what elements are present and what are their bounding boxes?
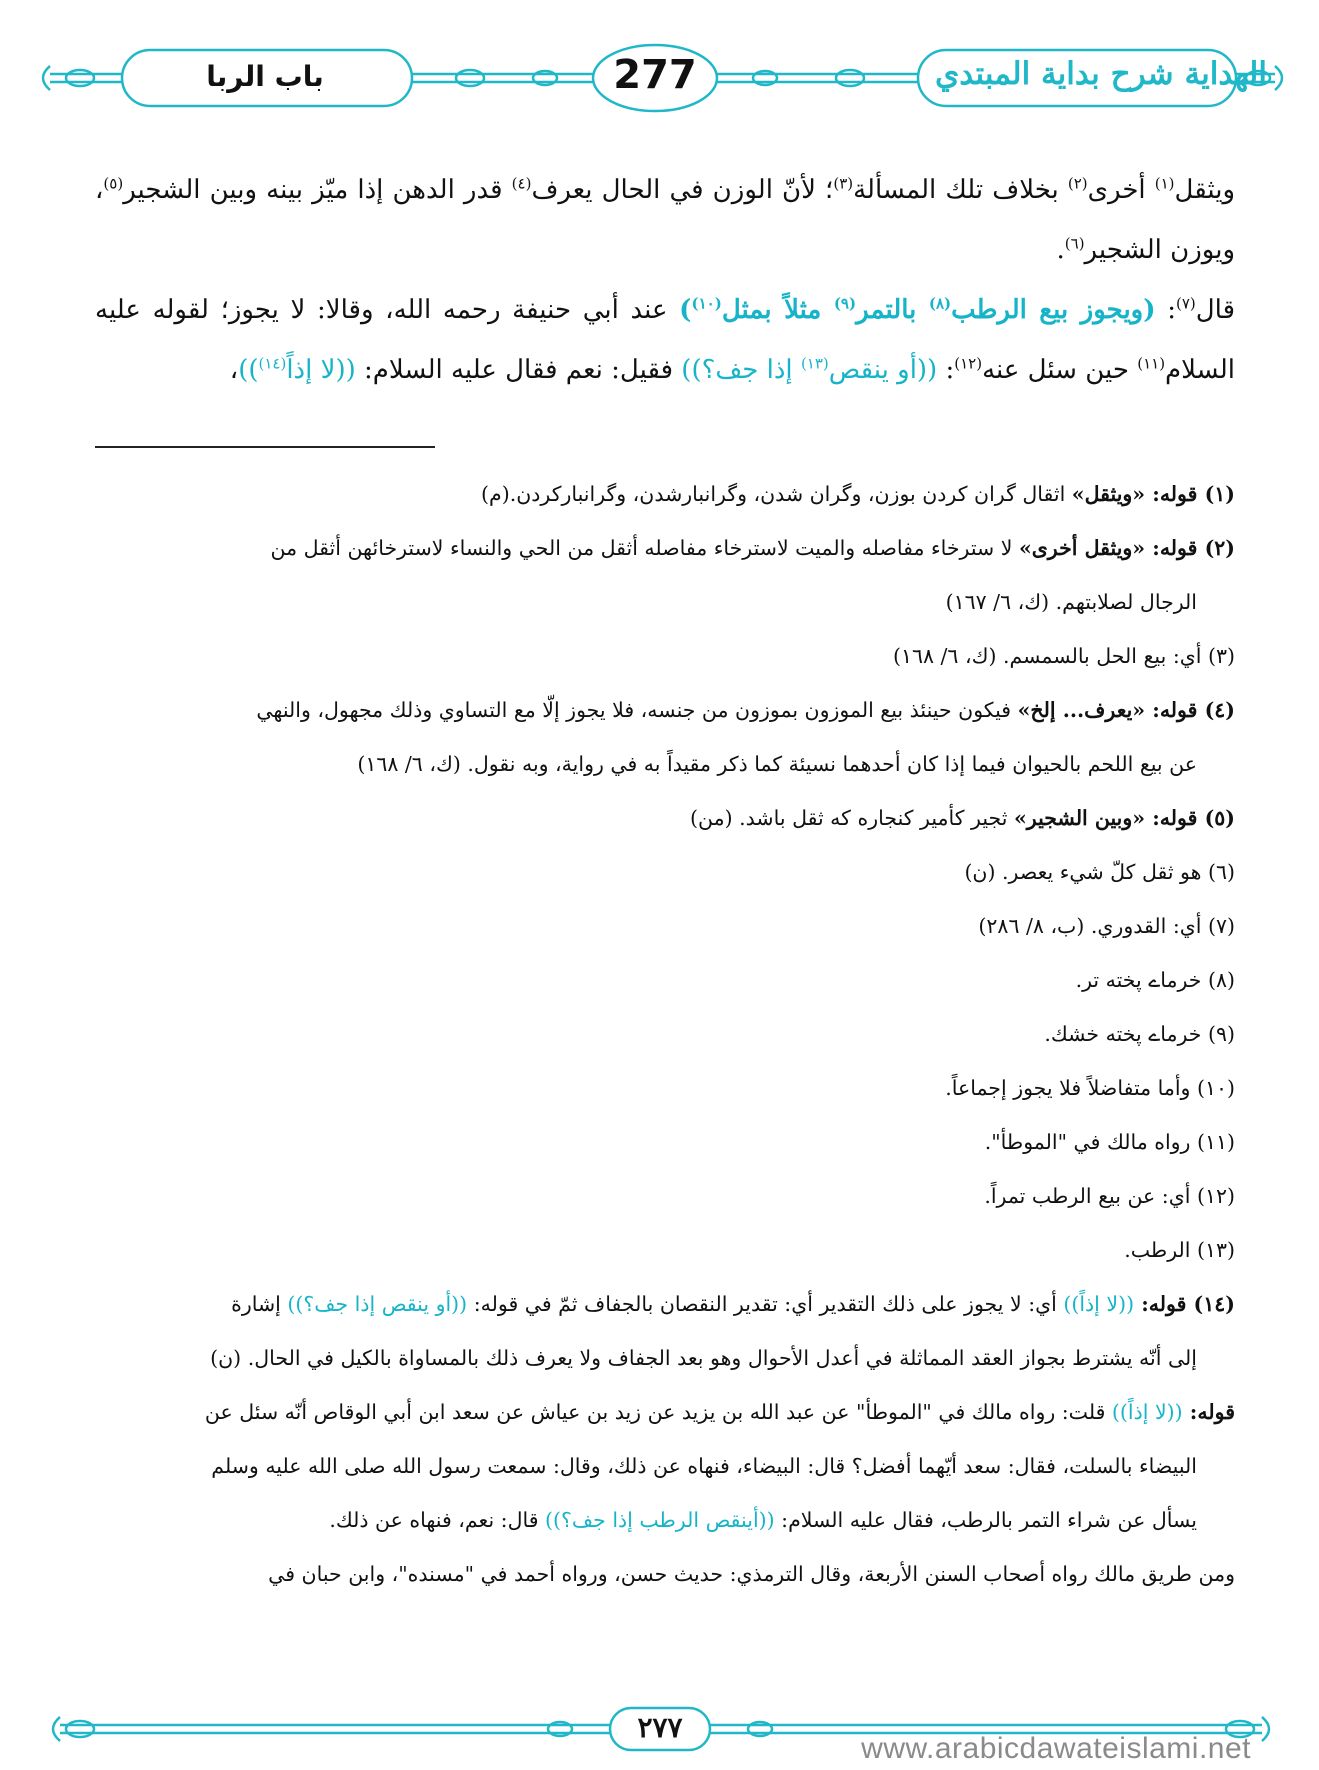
hadith-quote-2: ((لا إذاً$^{(١٤)}$)) bbox=[238, 354, 356, 385]
footnote-14-cont: إلى أنّه يشترط بجواز العقد المماثلة في أعدل الأحوال وهو بعد الجفاف ولا يعرف ذلك بالمساواة بالكيل في الحال. (ن) bbox=[210, 1346, 1197, 1370]
footnote-15: قوله: ((لا إذاً)) قلت: رواه مالك في "الموطأ" عن عبد الله بن يزيد عن زيد بن عياش عن سعد ابن أبي الوقاص أنّه سئل عن bbox=[204, 1400, 1235, 1424]
footnote-16: ومن طريق مالك رواه أصحاب السنن الأربعة، وقال الترمذي: حديث حسن، ورواه أحمد في "مسنده"، وابن حبان في bbox=[268, 1562, 1235, 1586]
main-paragraph-2: قال$^{(٧)}$: (ويجوز بيع الرطب$^{(٨)}$ بالتمر$^{(٩)}$ مثلاً بمثل$^{(١٠)}$) عند أبي حنيفة رحمه الله، وقالا: لا يجوز؛ لقوله عليه السلام$^{(١١)}$ حين سئل عنه$^{(١٢)}$: ((أو ينقص$^{(١٣)}$ إذا جف؟)) فقيل: نعم فقال عليه السلام: ((لا إذاً$^{(١٤)}$))، bbox=[95, 294, 1235, 385]
footnote-10: (١٠) وأما متفاضلاً فلا يجوز إجماعاً. bbox=[945, 1076, 1235, 1100]
footnote-separator bbox=[95, 446, 435, 448]
footnote-9: (٩) خرماے پخته خشك. bbox=[1044, 1022, 1235, 1046]
hadith-quote-1: ((أو ينقص$^{(١٣)}$ إذا جف؟)) bbox=[681, 354, 938, 385]
footnote-1: (١) قوله: «ويثقل» اثقال گران كردن بوزن، وگران شدن، وگرانبارشدن، وگرانباركردن.(م) bbox=[481, 482, 1235, 506]
main-paragraph-1: ويثقل$^{(١)}$ أخرى$^{(٢)}$ بخلاف تلك المسألة$^{(٣)}$؛ لأنّ الوزن في الحال يعرف$^{(٤)}$ قدر الدهن إذا ميّز بينه وبين الشجير$^{(٥)}$، ويوزن الشجير$^{(٦)}$. bbox=[95, 174, 1235, 265]
matn-quote: (ويجوز بيع الرطب$^{(٨)}$ بالتمر$^{(٩)}$ مثلاً بمثل$^{(١٠)}$) bbox=[679, 294, 1156, 325]
page-number: 277 bbox=[613, 52, 697, 98]
footnote-2: (٢) قوله: «ويثقل أخرى» لا سترخاء مفاصله والميت لاسترخاء مفاصله أثقل من الحي والنساء لاسترخائهن أثقل من bbox=[270, 536, 1235, 560]
footnote-6: (٦) هو ثقل كلّ شيء يعصر. (ن) bbox=[964, 860, 1235, 884]
website-watermark: www.arabicdawateislami.net bbox=[861, 1732, 1251, 1765]
footnote-13: (١٣) الرطب. bbox=[1124, 1238, 1235, 1262]
footnote-12: (١٢) أي: عن بيع الرطب تمراً. bbox=[984, 1184, 1235, 1208]
chapter-title: باب الربا bbox=[206, 60, 324, 93]
footnote-11: (١١) رواه مالك في "الموطأ". bbox=[984, 1130, 1235, 1154]
footnote-15-cont-2: يسأل عن شراء التمر بالرطب، فقال عليه السلام: ((أينقص الرطب إذا جف؟)) قال: نعم، فنهاه عن ذلك. bbox=[329, 1508, 1197, 1532]
footnote-7: (٧) أي: القدوري. (ب، ٨/ ٢٨٦) bbox=[978, 914, 1235, 938]
footnote-4-cont: عن بيع اللحم بالحيوان فيما إذا كان أحدهما نسيئة كما ذكر مقيداً به في رواية، وبه نقول. (ك، ٦/ ١٦٨) bbox=[357, 752, 1197, 776]
footer-page-number: ٢٧٧ bbox=[637, 1711, 683, 1744]
footnote-4: (٤) قوله: «يعرف... إلخ» فيكون حينئذ بيع الموزون بموزون من جنسه، فلا يجوز إلّا مع التساوي وذلك مجهول، والنهي bbox=[256, 698, 1235, 722]
footnote-8: (٨) خرماے پخته تر. bbox=[1075, 968, 1235, 992]
footnote-5: (٥) قوله: «وبين الشجير» ثجير كأمير كنجاره كه ثقل باشد. (من) bbox=[690, 806, 1235, 830]
footnote-3: (٣) أي: بيع الحل بالسمسم. (ك، ٦/ ١٦٨) bbox=[892, 644, 1235, 668]
footnote-2-cont: الرجال لصلابتهم. (ك، ٦/ ١٦٧) bbox=[945, 590, 1197, 614]
footnote-15-cont-1: البيضاء بالسلت، فقال: سعد أيّهما أفضل؟ قال: البيضاء، فنهاه عن ذلك، وقال: سمعت رسول الله صلى الله عليه وسلم bbox=[211, 1454, 1197, 1478]
book-title: الهداية شرح بداية المبتدي bbox=[935, 56, 1267, 92]
footnote-14: (١٤) قوله: ((لا إذاً)) أي: لا يجوز على ذلك التقدير أي: تقدير النقصان بالجفاف ثمّ في قوله: ((أو ينقص إذا جف؟)) إشارة bbox=[231, 1292, 1235, 1316]
